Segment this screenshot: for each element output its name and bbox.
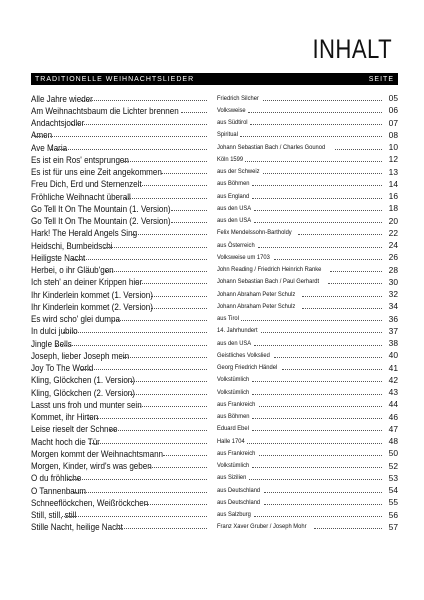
toc-entry bbox=[31, 153, 398, 165]
song-title: Alle Jahre wieder bbox=[31, 92, 93, 104]
toc-entry bbox=[31, 239, 398, 251]
dot-leader bbox=[132, 234, 207, 235]
song-origin: Volkstümlich bbox=[217, 376, 250, 384]
dot-leader bbox=[259, 455, 382, 456]
dot-leader bbox=[240, 136, 382, 137]
dot-leader bbox=[252, 418, 382, 419]
song-title: Joy To The World bbox=[31, 362, 94, 374]
entry-right bbox=[209, 130, 398, 140]
song-origin: aus Böhmen bbox=[217, 180, 250, 188]
dot-leader bbox=[123, 161, 207, 162]
entry-right bbox=[209, 105, 398, 115]
entry-right bbox=[209, 387, 398, 397]
page-number: 07 bbox=[388, 117, 398, 128]
entry-left bbox=[31, 423, 209, 434]
song-origin: Eduard Ebel bbox=[217, 425, 249, 433]
entry-left bbox=[31, 338, 209, 349]
dot-leader bbox=[254, 210, 382, 211]
toc-entry bbox=[31, 300, 398, 312]
song-title: Es ist für uns eine Zeit angekommen bbox=[31, 166, 162, 178]
page-number: 44 bbox=[388, 399, 398, 410]
entry-left bbox=[31, 460, 209, 471]
song-origin: Halle 1704 bbox=[217, 437, 245, 445]
page-number: 57 bbox=[388, 521, 398, 532]
toc-entry bbox=[31, 509, 398, 521]
song-origin: Georg Friedrich Händel bbox=[217, 364, 278, 372]
toc-entry bbox=[31, 190, 398, 202]
song-title: Joseph, lieber Joseph mein bbox=[31, 349, 130, 361]
dot-leader bbox=[302, 296, 382, 297]
dot-leader bbox=[73, 492, 207, 493]
entry-right bbox=[209, 240, 398, 250]
page-number: 34 bbox=[388, 301, 398, 312]
song-origin: Johann Abraham Peter Schulz bbox=[217, 290, 296, 298]
dot-leader bbox=[330, 271, 382, 272]
toc-entry bbox=[31, 202, 398, 214]
dot-leader bbox=[249, 479, 382, 480]
dot-leader bbox=[72, 259, 207, 260]
page-number: 12 bbox=[388, 154, 398, 165]
page-number: 08 bbox=[388, 129, 398, 140]
song-title: Leise rieselt der Schnee bbox=[31, 423, 118, 435]
toc-entry bbox=[31, 251, 398, 263]
page-number: 20 bbox=[388, 215, 398, 226]
song-title: Go Tell It On The Mountain (2. Version) bbox=[31, 215, 171, 227]
song-title: Es ist ein Ros' entsprungen bbox=[31, 153, 129, 165]
song-title: Kommet, ihr Hirten bbox=[31, 411, 99, 423]
song-origin: Johann Sebastian Bach / Charles Gounod bbox=[217, 143, 326, 151]
entry-left bbox=[31, 117, 209, 128]
song-title: Am Weihnachtsbaum die Lichter brennen bbox=[31, 104, 179, 116]
dot-leader bbox=[138, 406, 207, 407]
dot-leader bbox=[241, 320, 382, 321]
toc-entry bbox=[31, 521, 398, 533]
dot-leader bbox=[105, 271, 207, 272]
song-title: Jingle Bells bbox=[31, 337, 72, 349]
entry-left bbox=[31, 93, 209, 104]
song-origin: aus den USA bbox=[217, 204, 252, 212]
song-title: Es wird scho' glei dumpa bbox=[31, 313, 120, 325]
entry-right bbox=[209, 522, 398, 532]
entry-right bbox=[209, 510, 398, 520]
toc-entry bbox=[31, 264, 398, 276]
page-number: 05 bbox=[388, 93, 398, 104]
dot-leader bbox=[263, 100, 383, 101]
dot-leader bbox=[245, 161, 382, 162]
page-number: 24 bbox=[388, 240, 398, 251]
entry-left bbox=[31, 129, 209, 140]
page-number: 18 bbox=[388, 203, 398, 214]
entry-left bbox=[31, 154, 209, 165]
toc-entry bbox=[31, 337, 398, 349]
dot-leader bbox=[71, 124, 207, 125]
toc-list bbox=[31, 92, 398, 533]
song-title: Morgen, Kinder, wird's was geben bbox=[31, 460, 152, 472]
dot-leader bbox=[171, 210, 207, 211]
page-number: 54 bbox=[388, 485, 398, 496]
page-number: 10 bbox=[388, 142, 398, 153]
page-number: 48 bbox=[388, 436, 398, 447]
entry-right bbox=[209, 265, 398, 275]
song-title: Schneeflöckchen, Weißröckchen bbox=[31, 496, 149, 508]
entry-left bbox=[31, 411, 209, 422]
entry-right bbox=[209, 118, 398, 128]
dot-leader bbox=[34, 136, 208, 137]
page-number: 13 bbox=[388, 166, 398, 177]
dot-leader bbox=[264, 492, 382, 493]
dot-leader bbox=[62, 516, 207, 517]
toc-entry bbox=[31, 484, 398, 496]
entry-left bbox=[31, 399, 209, 410]
dot-leader bbox=[247, 443, 382, 444]
section-header bbox=[31, 73, 398, 85]
song-origin: aus Böhmen bbox=[217, 413, 250, 421]
song-title: Hark! The Herald Angels Sing bbox=[31, 227, 138, 239]
entry-right bbox=[209, 326, 398, 336]
song-title: Freu Dich, Erd und Sternenzelt bbox=[31, 178, 142, 190]
dot-leader bbox=[274, 259, 382, 260]
page-number: 36 bbox=[388, 313, 398, 324]
song-title: Andachtsjodler bbox=[31, 117, 85, 129]
page-number: 41 bbox=[388, 362, 398, 373]
song-origin: aus Südtirol bbox=[217, 119, 248, 127]
toc-entry bbox=[31, 141, 398, 153]
entry-right bbox=[209, 448, 398, 458]
page-number: 40 bbox=[388, 350, 398, 361]
dot-leader bbox=[248, 112, 382, 113]
dot-leader bbox=[252, 198, 382, 199]
song-title: Heidschi, Bumbeidschi bbox=[31, 239, 113, 251]
entry-left bbox=[31, 142, 209, 153]
page-number: 42 bbox=[388, 374, 398, 385]
dot-leader bbox=[130, 381, 207, 382]
entry-left bbox=[31, 178, 209, 189]
entry-left bbox=[31, 472, 209, 483]
dot-leader bbox=[302, 308, 382, 309]
song-title: Fröhliche Weihnacht überall bbox=[31, 190, 131, 202]
dot-leader bbox=[261, 332, 382, 333]
toc-entry bbox=[31, 325, 398, 337]
entry-right bbox=[209, 301, 398, 311]
page-number: 30 bbox=[388, 276, 398, 287]
dot-leader bbox=[161, 173, 207, 174]
toc-entry bbox=[31, 276, 398, 288]
entry-left bbox=[31, 252, 209, 263]
entry-left bbox=[31, 497, 209, 508]
dot-leader bbox=[328, 283, 382, 284]
entry-left bbox=[31, 203, 209, 214]
entry-right bbox=[209, 167, 398, 177]
dot-leader bbox=[145, 504, 207, 505]
entry-right bbox=[209, 154, 398, 164]
song-origin: Köln 1599 bbox=[217, 155, 244, 163]
toc-entry bbox=[31, 178, 398, 190]
toc-entry bbox=[31, 447, 398, 459]
song-title: O du fröhliche bbox=[31, 472, 82, 484]
toc-entry bbox=[31, 374, 398, 386]
toc-entry bbox=[31, 313, 398, 325]
page-number: 16 bbox=[388, 191, 398, 202]
toc-entry bbox=[31, 288, 398, 300]
dot-leader bbox=[259, 406, 382, 407]
song-title: Ihr Kinderlein kommet (2. Version) bbox=[31, 300, 153, 312]
entry-left bbox=[31, 485, 209, 496]
toc-entry bbox=[31, 472, 398, 484]
song-origin: Johann Abraham Peter Schulz bbox=[217, 302, 296, 310]
toc-entry bbox=[31, 215, 398, 227]
song-origin: Volkstümlich bbox=[217, 462, 250, 470]
page-title: INHALT bbox=[312, 34, 392, 64]
toc-entry bbox=[31, 460, 398, 472]
entry-right bbox=[209, 93, 398, 103]
entry-left bbox=[31, 264, 209, 275]
entry-right bbox=[209, 142, 398, 152]
page-number: 14 bbox=[388, 178, 398, 189]
dot-leader bbox=[51, 149, 207, 150]
song-origin: Friedrich Silcher bbox=[217, 94, 259, 102]
entry-left bbox=[31, 215, 209, 226]
entry-right bbox=[209, 289, 398, 299]
toc-entry bbox=[31, 117, 398, 129]
toc-entry bbox=[31, 349, 398, 361]
page-number: 32 bbox=[388, 289, 398, 300]
entry-left bbox=[31, 521, 209, 532]
entry-right bbox=[209, 191, 398, 201]
song-title: Lasst uns froh und munter sein bbox=[31, 398, 142, 410]
song-title: Herbei, o ihr Gläub'gen bbox=[31, 264, 114, 276]
dot-leader bbox=[263, 173, 382, 174]
dot-leader bbox=[112, 320, 207, 321]
song-origin: aus den USA bbox=[217, 339, 252, 347]
song-origin: Geistliches Volkslied bbox=[217, 351, 270, 359]
toc-entry bbox=[31, 129, 398, 141]
toc-entry bbox=[31, 104, 398, 116]
song-origin: aus Frankreich bbox=[217, 449, 256, 457]
dot-leader bbox=[282, 369, 382, 370]
toc-entry bbox=[31, 166, 398, 178]
dot-leader bbox=[81, 100, 207, 101]
dot-leader bbox=[81, 369, 207, 370]
song-origin: Franz Xaver Gruber / Joseph Mohr bbox=[217, 523, 307, 531]
entry-right bbox=[209, 485, 398, 495]
page-number: 43 bbox=[388, 387, 398, 398]
song-origin: aus Österreich bbox=[217, 241, 255, 249]
song-origin: Volkstümlich bbox=[217, 388, 250, 396]
entry-right bbox=[209, 179, 398, 189]
song-origin: aus Sizilien bbox=[217, 474, 247, 482]
dot-leader bbox=[252, 394, 382, 395]
dot-leader bbox=[163, 455, 207, 456]
entry-right bbox=[209, 399, 398, 409]
song-title: Macht hoch die Tür bbox=[31, 435, 100, 447]
section-label: TRADITIONELLE WEIHNACHTSLIEDER bbox=[35, 75, 195, 83]
song-title: Kling, Glöckchen (1. Version) bbox=[31, 374, 135, 386]
song-origin: aus Tirol bbox=[217, 315, 239, 323]
song-origin: aus Frankreich bbox=[217, 400, 256, 408]
page-number: 06 bbox=[388, 105, 398, 116]
dot-leader bbox=[116, 528, 207, 529]
entry-left bbox=[31, 448, 209, 459]
song-origin: Spiritual bbox=[217, 131, 238, 139]
dot-leader bbox=[181, 112, 207, 113]
entry-right bbox=[209, 412, 398, 422]
toc-entry bbox=[31, 411, 398, 423]
song-origin: John Reading / Friedrich Heinrich Ranke bbox=[217, 266, 322, 274]
song-origin: aus Deutschland bbox=[217, 498, 261, 506]
song-title: Go Tell It On The Mountain (1. Version) bbox=[31, 202, 171, 214]
entry-right bbox=[209, 203, 398, 213]
song-origin: Felix Mendelssohn-Bartholdy bbox=[217, 229, 292, 237]
dot-leader bbox=[171, 222, 207, 223]
page-number: 47 bbox=[388, 423, 398, 434]
song-origin: aus Deutschland bbox=[217, 486, 261, 494]
entry-right bbox=[209, 363, 398, 373]
page-number: 37 bbox=[388, 325, 398, 336]
dot-leader bbox=[252, 381, 382, 382]
dot-leader bbox=[123, 357, 207, 358]
song-title: Still, still, still bbox=[31, 509, 77, 521]
song-title: Kling, Glöckchen (2. Version) bbox=[31, 386, 135, 398]
dot-leader bbox=[254, 222, 382, 223]
entry-right bbox=[209, 436, 398, 446]
song-title: Ave Maria bbox=[31, 141, 68, 153]
entry-right bbox=[209, 252, 398, 262]
page-number: 50 bbox=[388, 448, 398, 459]
entry-right bbox=[209, 216, 398, 226]
dot-leader bbox=[314, 528, 382, 529]
toc-entry bbox=[31, 423, 398, 435]
page-number: 55 bbox=[388, 497, 398, 508]
page-number: 38 bbox=[388, 338, 398, 349]
entry-left bbox=[31, 227, 209, 238]
page-number: 53 bbox=[388, 472, 398, 483]
entry-right bbox=[209, 228, 398, 238]
entry-right bbox=[209, 461, 398, 471]
dot-leader bbox=[149, 467, 207, 468]
dot-leader bbox=[274, 357, 382, 358]
dot-leader bbox=[56, 345, 207, 346]
dot-leader bbox=[138, 185, 207, 186]
song-title: In dulci jubilo bbox=[31, 325, 78, 337]
song-origin: aus England bbox=[217, 192, 250, 200]
dot-leader bbox=[254, 345, 382, 346]
entry-right bbox=[209, 314, 398, 324]
toc-entry bbox=[31, 362, 398, 374]
song-title: Ihr Kinderlein kommet (1. Version) bbox=[31, 288, 153, 300]
page-number: 56 bbox=[388, 509, 398, 520]
toc-entry bbox=[31, 496, 398, 508]
dot-leader bbox=[252, 430, 382, 431]
toc-entry bbox=[31, 227, 398, 239]
dot-leader bbox=[110, 430, 207, 431]
page-number: 26 bbox=[388, 252, 398, 263]
song-title: Amen bbox=[31, 129, 53, 141]
dot-leader bbox=[335, 149, 382, 150]
song-origin: aus den USA bbox=[217, 217, 252, 225]
entry-right bbox=[209, 375, 398, 385]
entry-left bbox=[31, 276, 209, 287]
dot-leader bbox=[254, 516, 382, 517]
entry-right bbox=[209, 277, 398, 287]
entry-right bbox=[209, 424, 398, 434]
entry-right bbox=[209, 473, 398, 483]
entry-left bbox=[31, 436, 209, 447]
entry-left bbox=[31, 509, 209, 520]
entry-left bbox=[31, 325, 209, 336]
entry-left bbox=[31, 289, 209, 300]
entry-left bbox=[31, 362, 209, 373]
page-number: 22 bbox=[388, 227, 398, 238]
dot-leader bbox=[130, 394, 207, 395]
dot-leader bbox=[138, 283, 207, 284]
page-number: 28 bbox=[388, 264, 398, 275]
entry-left bbox=[31, 313, 209, 324]
dot-leader bbox=[151, 308, 207, 309]
song-title: Morgen kommt der Weihnachtsmann bbox=[31, 447, 164, 459]
song-origin: Volksweise bbox=[217, 106, 246, 114]
song-title: Heiligste Nacht bbox=[31, 251, 86, 263]
entry-left bbox=[31, 240, 209, 251]
song-origin: Volksweise um 1703 bbox=[217, 253, 270, 261]
entry-left bbox=[31, 301, 209, 312]
toc-entry bbox=[31, 92, 398, 104]
entry-right bbox=[209, 338, 398, 348]
page-number: 52 bbox=[388, 460, 398, 471]
song-origin: Johann Sebastian Bach / Paul Gerhardt bbox=[217, 278, 320, 286]
dot-leader bbox=[264, 504, 382, 505]
dot-leader bbox=[89, 443, 207, 444]
dot-leader bbox=[298, 234, 382, 235]
song-origin: aus der Schweiz bbox=[217, 168, 260, 176]
page-number: 46 bbox=[388, 411, 398, 422]
dot-leader bbox=[125, 198, 207, 199]
toc-entry bbox=[31, 398, 398, 410]
dot-leader bbox=[250, 124, 382, 125]
entry-left bbox=[31, 191, 209, 202]
dot-leader bbox=[67, 479, 207, 480]
dot-leader bbox=[252, 185, 382, 186]
entry-left bbox=[31, 350, 209, 361]
dot-leader bbox=[151, 296, 207, 297]
dot-leader bbox=[87, 418, 207, 419]
entry-left bbox=[31, 105, 209, 116]
song-origin: aus Salzburg bbox=[217, 511, 251, 519]
dot-leader bbox=[63, 332, 207, 333]
page-column-header: SEITE bbox=[368, 75, 394, 83]
dot-leader bbox=[252, 467, 382, 468]
dot-leader bbox=[104, 247, 207, 248]
song-title: Stille Nacht, heilige Nacht bbox=[31, 521, 123, 533]
entry-left bbox=[31, 387, 209, 398]
song-origin: 14. Jahrhundert bbox=[217, 327, 258, 335]
entry-right bbox=[209, 350, 398, 360]
toc-entry bbox=[31, 435, 398, 447]
toc-entry bbox=[31, 386, 398, 398]
dot-leader bbox=[258, 247, 382, 248]
song-title: O Tannenbaum bbox=[31, 484, 86, 496]
entry-right bbox=[209, 497, 398, 507]
entry-left bbox=[31, 374, 209, 385]
song-title: Ich steh' an deiner Krippen hier bbox=[31, 276, 143, 288]
entry-left bbox=[31, 166, 209, 177]
